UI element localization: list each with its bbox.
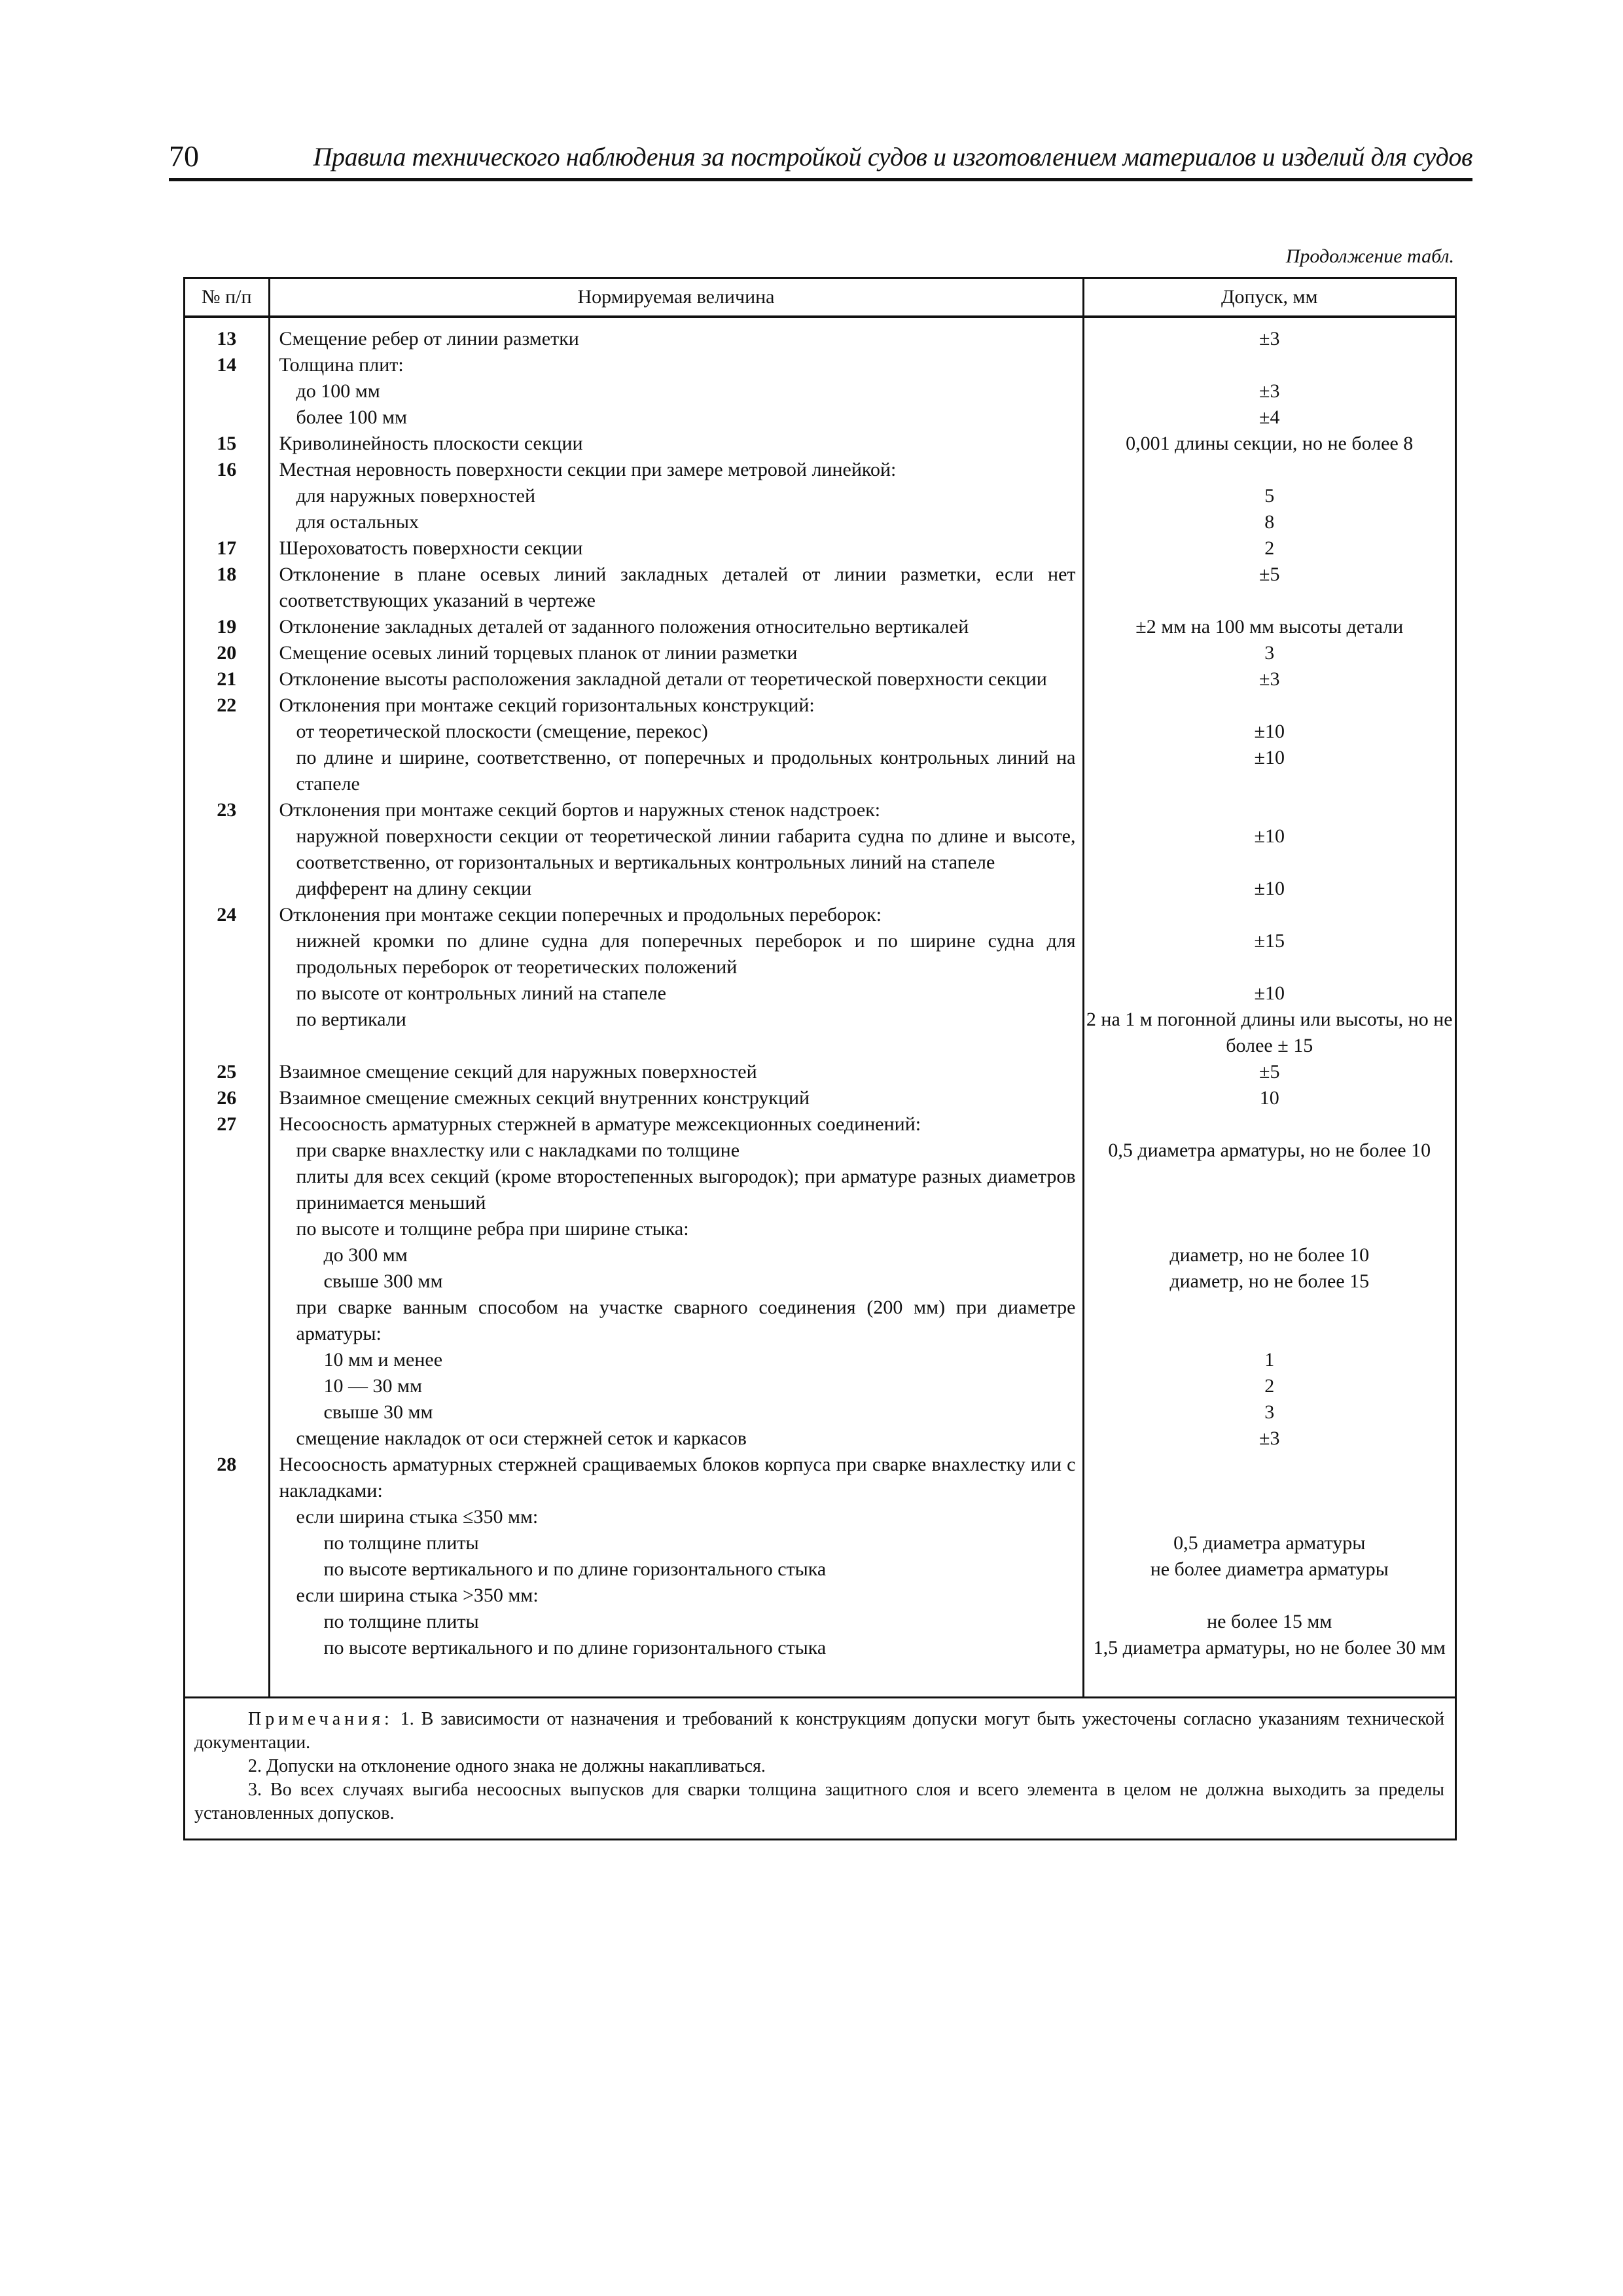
- empty-cell: [1083, 1661, 1455, 1698]
- table-row: [185, 902, 1455, 928]
- tolerance-cell: 0,5 диаметра арматуры, но не более 10: [1108, 1139, 1431, 1161]
- table-row: [185, 1111, 1455, 1138]
- tolerance-cell: 3: [1264, 642, 1275, 664]
- note-item: [194, 1755, 1444, 1778]
- row-number-cell: [185, 719, 269, 745]
- table-row: [185, 1295, 1455, 1347]
- notes-row: [185, 1698, 1455, 1839]
- tolerance-cell: ±10: [1254, 982, 1285, 1004]
- row-number-cell: [185, 1347, 269, 1373]
- table-row: [185, 719, 1455, 745]
- tolerance-cell: ±3: [1259, 1427, 1280, 1449]
- tolerance-cell: [1083, 1295, 1455, 1347]
- row-number-cell: [185, 1504, 269, 1530]
- row-number-cell: [185, 483, 269, 509]
- table-row: [185, 1399, 1455, 1426]
- tolerance-cell: ±15: [1254, 930, 1285, 952]
- table-filler-row: [185, 1661, 1455, 1698]
- note-item: [194, 1778, 1444, 1825]
- row-number-cell: [185, 1373, 269, 1399]
- tolerance-cell: ±10: [1254, 747, 1285, 768]
- table-row: [185, 1138, 1455, 1164]
- column-header-number: № п/п: [185, 279, 269, 317]
- row-number-cell: [185, 1530, 269, 1556]
- table-row: [185, 1583, 1455, 1609]
- table-row: [185, 1347, 1455, 1373]
- table-row: [185, 1635, 1455, 1661]
- table-row: [185, 1164, 1455, 1216]
- table-row: [185, 640, 1455, 666]
- quantity-cell: нижней кромки по длине судна для поперечных переборок и по ширине судна для продольных переборок от теоретических положений: [269, 928, 1083, 980]
- tolerance-cell: не более 15 мм: [1207, 1611, 1332, 1632]
- quantity-cell: плиты для всех секций (кроме второстепенных выгородок); при арматуре разных диаметров принимается меньший: [269, 1164, 1083, 1216]
- quantity-cell: Отклонения при монтаже секций бортов и наружных стенок надстроек:: [269, 797, 1083, 823]
- tolerance-cell: [1083, 1452, 1455, 1504]
- table-row: [185, 1452, 1455, 1504]
- quantity-cell: при сварке ванным способом на участке сварного соединения (200 мм) при диаметре арматуры:: [269, 1295, 1083, 1347]
- tolerance-cell: [1083, 457, 1455, 483]
- notes-label: Примечания:: [248, 1709, 393, 1729]
- row-number-cell: [185, 823, 269, 876]
- quantity-cell: смещение накладок от оси стержней сеток и каркасов: [269, 1426, 1083, 1452]
- row-number-cell: 20: [185, 640, 269, 666]
- table-row: [185, 1268, 1455, 1295]
- tolerance-cell: ±2 мм на 100 мм высоты детали: [1135, 616, 1404, 637]
- table-row: [185, 509, 1455, 535]
- tolerance-cell: ±3: [1259, 668, 1280, 690]
- quantity-cell: Несоосность арматурных стержней в арматуре межсекционных соединений:: [269, 1111, 1083, 1138]
- tolerance-cell: ±5: [1259, 1061, 1280, 1083]
- tolerance-cell: 2: [1264, 1375, 1275, 1397]
- column-header-tolerance: Допуск, мм: [1083, 279, 1455, 317]
- quantity-cell: до 300 мм: [269, 1242, 1083, 1268]
- row-number-cell: 18: [185, 562, 269, 614]
- column-header-quantity: Нормируемая величина: [269, 279, 1083, 317]
- table-row: [185, 352, 1455, 378]
- table-row: [185, 562, 1455, 614]
- quantity-cell: для остальных: [269, 509, 1083, 535]
- quantity-cell: если ширина стыка >350 мм:: [269, 1583, 1083, 1609]
- table-row: [185, 1085, 1455, 1111]
- quantity-cell: по высоте вертикального и по длине горизонтального стыка: [269, 1556, 1083, 1583]
- row-number-cell: 22: [185, 692, 269, 719]
- row-number-cell: [185, 980, 269, 1007]
- table-row: [185, 614, 1455, 640]
- row-number-cell: [185, 509, 269, 535]
- quantity-cell: Взаимное смещение секций для наружных поверхностей: [269, 1059, 1083, 1085]
- quantity-cell: при сварке внахлестку или с накладками по толщине: [269, 1138, 1083, 1164]
- quantity-cell: свыше 30 мм: [269, 1399, 1083, 1426]
- tolerance-cell: [1083, 1216, 1455, 1242]
- row-number-cell: 26: [185, 1085, 269, 1111]
- note-text: 2. Допуски на отклонение одного знака не должны накапливаться.: [248, 1756, 766, 1776]
- table-row: [185, 1242, 1455, 1268]
- notes-cell: [185, 1698, 1455, 1839]
- quantity-cell: 10 мм и менее: [269, 1347, 1083, 1373]
- tolerance-cell: 2 на 1 м погонной длины или высоты, но не более ± 15: [1086, 1009, 1453, 1056]
- table-row: [185, 404, 1455, 431]
- quantity-cell: более 100 мм: [269, 404, 1083, 431]
- empty-cell: [269, 1661, 1083, 1698]
- row-number-cell: [185, 1609, 269, 1635]
- quantity-cell: Смещение ребер от линии разметки: [269, 317, 1083, 352]
- quantity-cell: Толщина плит:: [269, 352, 1083, 378]
- tolerance-cell: 1,5 диаметра арматуры, но не более 30 мм: [1093, 1637, 1446, 1659]
- table-row: [185, 1609, 1455, 1635]
- table-row: [185, 980, 1455, 1007]
- quantity-cell: свыше 300 мм: [269, 1268, 1083, 1295]
- table-row: [185, 317, 1455, 352]
- quantity-cell: по толщине плиты: [269, 1530, 1083, 1556]
- row-number-cell: 28: [185, 1452, 269, 1504]
- row-number-cell: [185, 1583, 269, 1609]
- quantity-cell: по высоте от контрольных линий на стапеле: [269, 980, 1083, 1007]
- tolerance-cell: 3: [1264, 1401, 1275, 1423]
- quantity-cell: по толщине плиты: [269, 1609, 1083, 1635]
- table-row: [185, 1426, 1455, 1452]
- quantity-cell: Несоосность арматурных стержней сращиваемых блоков корпуса при сварке внахлестку или с накладками:: [269, 1452, 1083, 1504]
- quantity-cell: до 100 мм: [269, 378, 1083, 404]
- quantity-cell: Местная неровность поверхности секции при замере метровой линейкой:: [269, 457, 1083, 483]
- table-row: [185, 1373, 1455, 1399]
- row-number-cell: [185, 1164, 269, 1216]
- row-number-cell: 21: [185, 666, 269, 692]
- tolerance-cell: [1083, 692, 1455, 719]
- row-number-cell: 17: [185, 535, 269, 562]
- table-row: [185, 1216, 1455, 1242]
- table-row: [185, 876, 1455, 902]
- tolerance-cell: 0,5 диаметра арматуры: [1173, 1532, 1366, 1554]
- empty-cell: [185, 1661, 269, 1698]
- tolerance-cell: [1083, 902, 1455, 928]
- quantity-cell: от теоретической плоскости (смещение, перекос): [269, 719, 1083, 745]
- tolerance-cell: диаметр, но не более 15: [1169, 1270, 1370, 1292]
- row-number-cell: [185, 1242, 269, 1268]
- quantity-cell: Шероховатость поверхности секции: [269, 535, 1083, 562]
- tolerance-cell: [1083, 1111, 1455, 1138]
- row-number-cell: [185, 1635, 269, 1661]
- note-item: [194, 1708, 1444, 1755]
- row-number-cell: [185, 378, 269, 404]
- quantity-cell: для наружных поверхностей: [269, 483, 1083, 509]
- row-number-cell: [185, 1556, 269, 1583]
- tolerance-cell: [1083, 352, 1455, 378]
- table-continuation-label: Продолжение табл.: [1285, 245, 1454, 267]
- row-number-cell: [185, 1268, 269, 1295]
- tolerance-cell: ±5: [1259, 564, 1280, 585]
- tolerance-cell: [1083, 1504, 1455, 1530]
- row-number-cell: 13: [185, 317, 269, 352]
- table-row: [185, 1556, 1455, 1583]
- row-number-cell: [185, 1426, 269, 1452]
- quantity-cell: Отклонение высоты расположения закладной детали от теоретической поверхности секции: [269, 666, 1083, 692]
- row-number-cell: [185, 876, 269, 902]
- table-row: [185, 745, 1455, 797]
- row-number-cell: [185, 1216, 269, 1242]
- row-number-cell: [185, 1399, 269, 1426]
- tolerance-table-frame: [183, 277, 1457, 1840]
- note-text: 1. В зависимости от назначения и требований к конструкциям допуски могут быть ужесточены согласно указаниям технической документации.: [194, 1709, 1444, 1753]
- table-row: [185, 1530, 1455, 1556]
- tolerance-cell: 1: [1264, 1349, 1275, 1371]
- table-row: [185, 1504, 1455, 1530]
- quantity-cell: Криволинейность плоскости секции: [269, 431, 1083, 457]
- table-row: [185, 666, 1455, 692]
- quantity-cell: Отклонения при монтаже секции поперечных и продольных переборок:: [269, 902, 1083, 928]
- tolerance-cell: [1083, 797, 1455, 823]
- quantity-cell: дифферент на длину секции: [269, 876, 1083, 902]
- tolerance-cell: [1083, 1583, 1455, 1609]
- row-number-cell: [185, 1295, 269, 1347]
- table-row: [185, 797, 1455, 823]
- running-title: Правила технического наблюдения за постройкой судов и изготовлением материалов и изделий для судов: [313, 142, 1472, 171]
- table-body: [185, 317, 1455, 1839]
- quantity-cell: Отклонения при монтаже секций горизонтальных конструкций:: [269, 692, 1083, 719]
- row-number-cell: [185, 404, 269, 431]
- tolerance-cell: ±10: [1254, 825, 1285, 847]
- note-text: 3. Во всех случаях выгиба несоосных выпусков для сварки толщина защитного слоя и всего элемента в целом не должна выходить за пределы установленных допусков.: [194, 1780, 1444, 1823]
- tolerance-cell: диаметр, но не более 10: [1169, 1244, 1370, 1266]
- quantity-cell: Отклонение в плане осевых линий закладных деталей от линии разметки, если нет соответствующих указаний в чертеже: [269, 562, 1083, 614]
- tolerance-cell: не более диаметра арматуры: [1150, 1558, 1389, 1580]
- quantity-cell: по высоте и толщине ребра при ширине стыка:: [269, 1216, 1083, 1242]
- row-number-cell: 27: [185, 1111, 269, 1138]
- quantity-cell: Смещение осевых линий торцевых планок от линии разметки: [269, 640, 1083, 666]
- row-number-cell: 19: [185, 614, 269, 640]
- tolerance-cell: ±4: [1259, 406, 1280, 428]
- tolerance-cell: 5: [1264, 485, 1275, 507]
- table-row: [185, 1059, 1455, 1085]
- table-header-row: [185, 279, 1455, 317]
- quantity-cell: Отклонение закладных деталей от заданного положения относительно вертикалей: [269, 614, 1083, 640]
- row-number-cell: 14: [185, 352, 269, 378]
- table-row: [185, 378, 1455, 404]
- page-number: 70: [169, 139, 199, 173]
- table-row: [185, 535, 1455, 562]
- table-row: [185, 431, 1455, 457]
- row-number-cell: [185, 745, 269, 797]
- quantity-cell: по длине и ширине, соответственно, от поперечных и продольных контрольных линий на стапеле: [269, 745, 1083, 797]
- tolerance-cell: 0,001 длины секции, но не более 8: [1126, 433, 1414, 454]
- row-number-cell: 15: [185, 431, 269, 457]
- tolerance-cell: 10: [1259, 1087, 1279, 1109]
- tolerance-cell: 8: [1264, 511, 1275, 533]
- row-number-cell: 25: [185, 1059, 269, 1085]
- quantity-cell: Взаимное смещение смежных секций внутренних конструкций: [269, 1085, 1083, 1111]
- quantity-cell: 10 — 30 мм: [269, 1373, 1083, 1399]
- row-number-cell: 23: [185, 797, 269, 823]
- row-number-cell: 16: [185, 457, 269, 483]
- row-number-cell: [185, 1007, 269, 1059]
- table-row: [185, 457, 1455, 483]
- tolerance-cell: ±10: [1254, 721, 1285, 742]
- row-number-cell: [185, 928, 269, 980]
- table-row: [185, 692, 1455, 719]
- row-number-cell: 24: [185, 902, 269, 928]
- quantity-cell: наружной поверхности секции от теоретической линии габарита судна по длине и высоте, соответственно, от горизонтальных и вертикальных контрольных линий на стапеле: [269, 823, 1083, 876]
- tolerance-cell: ±3: [1259, 328, 1280, 350]
- tolerance-cell: 2: [1264, 537, 1275, 559]
- table-row: [185, 483, 1455, 509]
- quantity-cell: если ширина стыка ≤350 мм:: [269, 1504, 1083, 1530]
- tolerance-cell: ±3: [1259, 380, 1280, 402]
- quantity-cell: по вертикали: [269, 1007, 1083, 1059]
- table-row: [185, 823, 1455, 876]
- tolerance-cell: ±10: [1254, 878, 1285, 899]
- table-row: [185, 1007, 1455, 1059]
- table-row: [185, 928, 1455, 980]
- tolerance-cell: [1083, 1164, 1455, 1216]
- quantity-cell: по высоте вертикального и по длине горизонтального стыка: [269, 1635, 1083, 1661]
- tolerance-table: [185, 279, 1455, 1839]
- row-number-cell: [185, 1138, 269, 1164]
- page-header: [169, 136, 1472, 181]
